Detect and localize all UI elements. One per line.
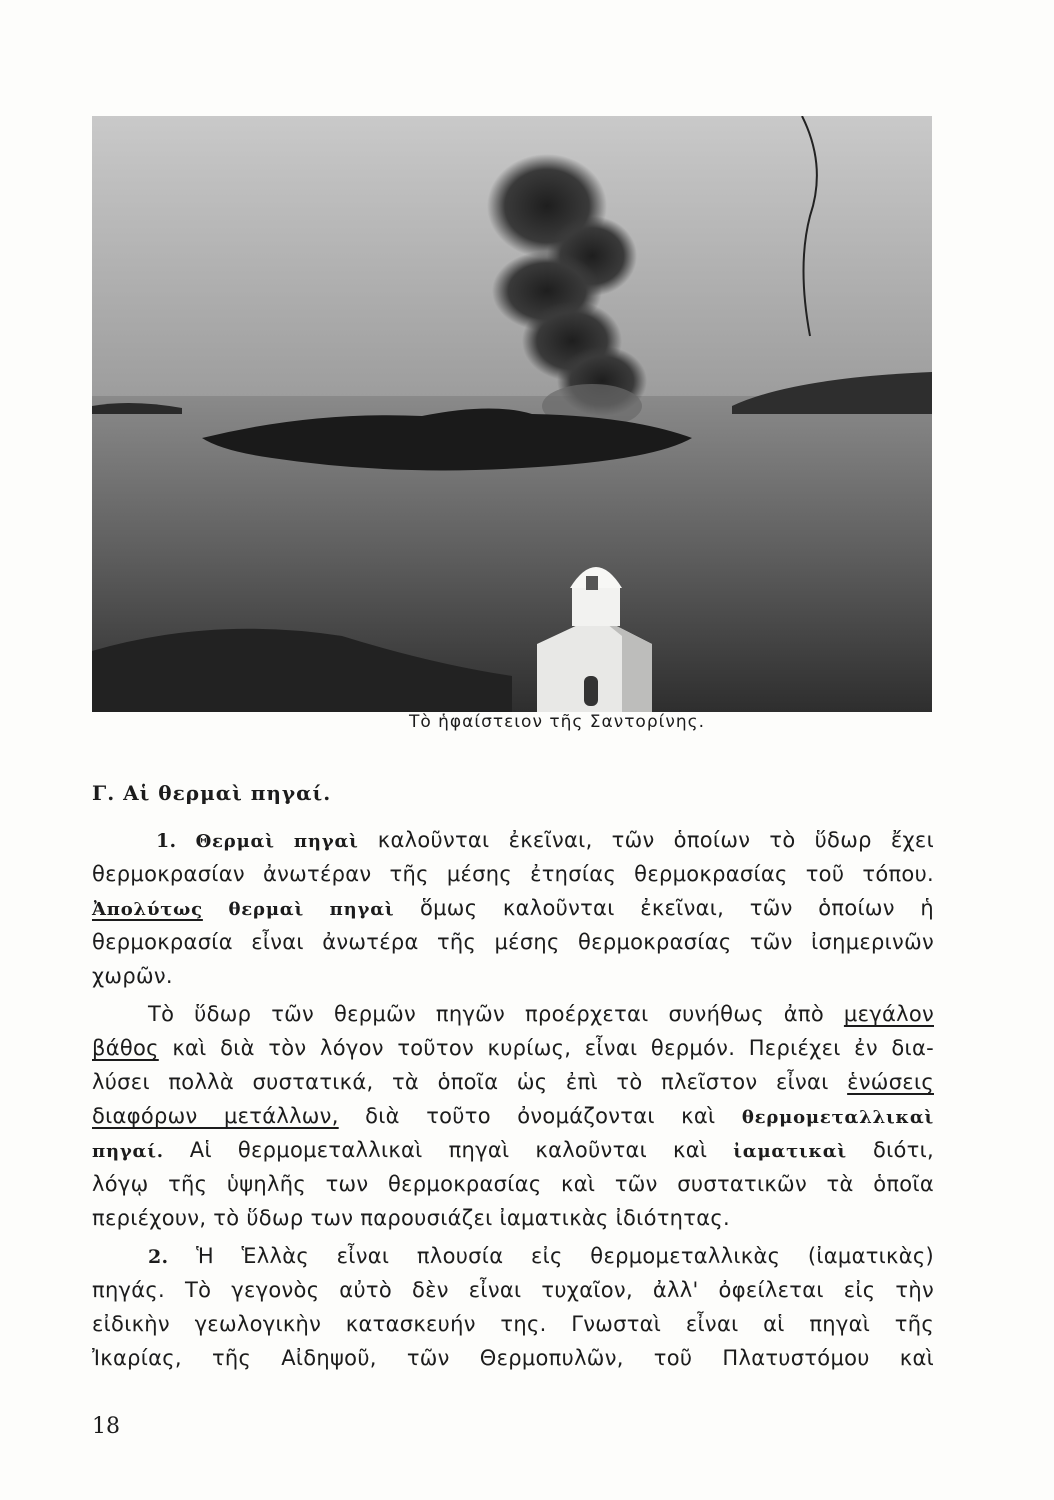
text-line-16: Ἰκαρίας, τῆς Αἰδηψοῦ, τῶν Θερμοπυλῶν, τοῦ Πλατυστόμου καὶ <box>92 1346 934 1370</box>
text-line-2: θερμοκρασίαν ἀνωτέραν τῆς μέσης ἐτησίας θερμοκρασίας τοῦ τόπου. <box>92 862 934 886</box>
paragraph-number-1: 1. <box>156 830 177 852</box>
text-line-7 <box>92 1034 934 1062</box>
text-line-15: εἰδικὴν γεωλογικὴν κατασκευήν της. Γνωσταὶ εἶναι αἱ πηγαὶ τῆς <box>92 1312 934 1336</box>
term-thermal-springs-2: θερμαὶ πηγαὶ <box>228 899 395 920</box>
page-number: 18 <box>92 1414 120 1439</box>
section-heading: Γ. Αἱ θερμαὶ πηγαί. <box>92 781 332 805</box>
text-segment: Τὸ ὕδωρ τῶν θερμῶν πηγῶν προέρχεται συνήθως ἀπὸ <box>148 1002 824 1026</box>
term-thermal-springs: Θερμαὶ πηγαὶ <box>195 831 359 852</box>
text-segment: καὶ διὰ τὸν λόγον τοῦτον κυρίως, εἶναι θερμόν. Περιέχει ἐν δια- <box>172 1036 934 1060</box>
text-line-10 <box>92 1136 934 1164</box>
text-line-11: λόγῳ τῆς ὑψηλῆς των θερμοκρασίας καὶ τῶν συστατικῶν τὰ ὁποῖα <box>92 1172 934 1196</box>
text-line-5: χωρῶν. <box>92 964 173 988</box>
text-segment: διὰ τοῦτο ὀνομάζονται καὶ <box>365 1104 716 1128</box>
text-line-12: περιέχουν, τὸ ὕδωρ των παρουσιάζει ἰαματικὰς ἰδιότητας. <box>92 1206 730 1230</box>
text-line-6 <box>92 1000 934 1028</box>
paragraph-number-2: 2. <box>148 1246 169 1268</box>
text-segment: Ἡ Ἑλλὰς εἶναι πλουσία εἰς θερμομεταλλικὰς (ἰαματικὰς) <box>196 1244 934 1268</box>
underlined-word: βάθος <box>92 1036 159 1060</box>
santorini-volcano-photo <box>92 116 932 712</box>
underlined-word: ἑνώσεις <box>847 1070 934 1094</box>
text-line-13 <box>92 1242 934 1270</box>
text-segment: ὅμως καλοῦνται ἐκεῖναι, τῶν ὁποίων ἡ <box>420 896 935 920</box>
text-segment: καλοῦνται ἐκεῖναι, τῶν ὁποίων τὸ ὕδωρ ἔχει <box>377 828 934 852</box>
term-springs: πηγαί. <box>92 1141 164 1162</box>
term-absolutely: Ἀπολύτως <box>92 899 203 920</box>
underlined-word: μεγάλον <box>843 1002 934 1026</box>
underlined-phrase: διαφόρων μετάλλων, <box>92 1104 339 1128</box>
term-healing: ἰαματικαὶ <box>733 1141 847 1162</box>
text-line-14: πηγάς. Τὸ γεγονὸς αὐτὸ δὲν εἶναι τυχαῖον, ἀλλ' ὀφείλεται εἰς τὴν <box>92 1278 934 1302</box>
text-line-4: θερμοκρασία εἶναι ἀνωτέρα τῆς μέσης θερμοκρασίας τῶν ἰσημερινῶν <box>92 930 934 954</box>
text-line-8 <box>92 1068 934 1096</box>
term-thermometallic: θερμομεταλλικαὶ <box>741 1107 934 1128</box>
text-segment: διότι, <box>872 1138 934 1162</box>
text-segment: λύσει πολλὰ συστατικά, τὰ ὁποῖα ὡς ἐπὶ τὸ πλεῖστον εἶναι <box>92 1070 829 1094</box>
figure-caption: Τὸ ἡφαίστειον τῆς Σαντορίνης. <box>408 712 706 732</box>
text-line-3 <box>92 894 934 922</box>
text-line-9 <box>92 1102 934 1130</box>
text-line-1 <box>92 826 934 854</box>
text-segment: Αἱ θερμομεταλλικαὶ πηγαὶ καλοῦνται καὶ <box>189 1138 708 1162</box>
